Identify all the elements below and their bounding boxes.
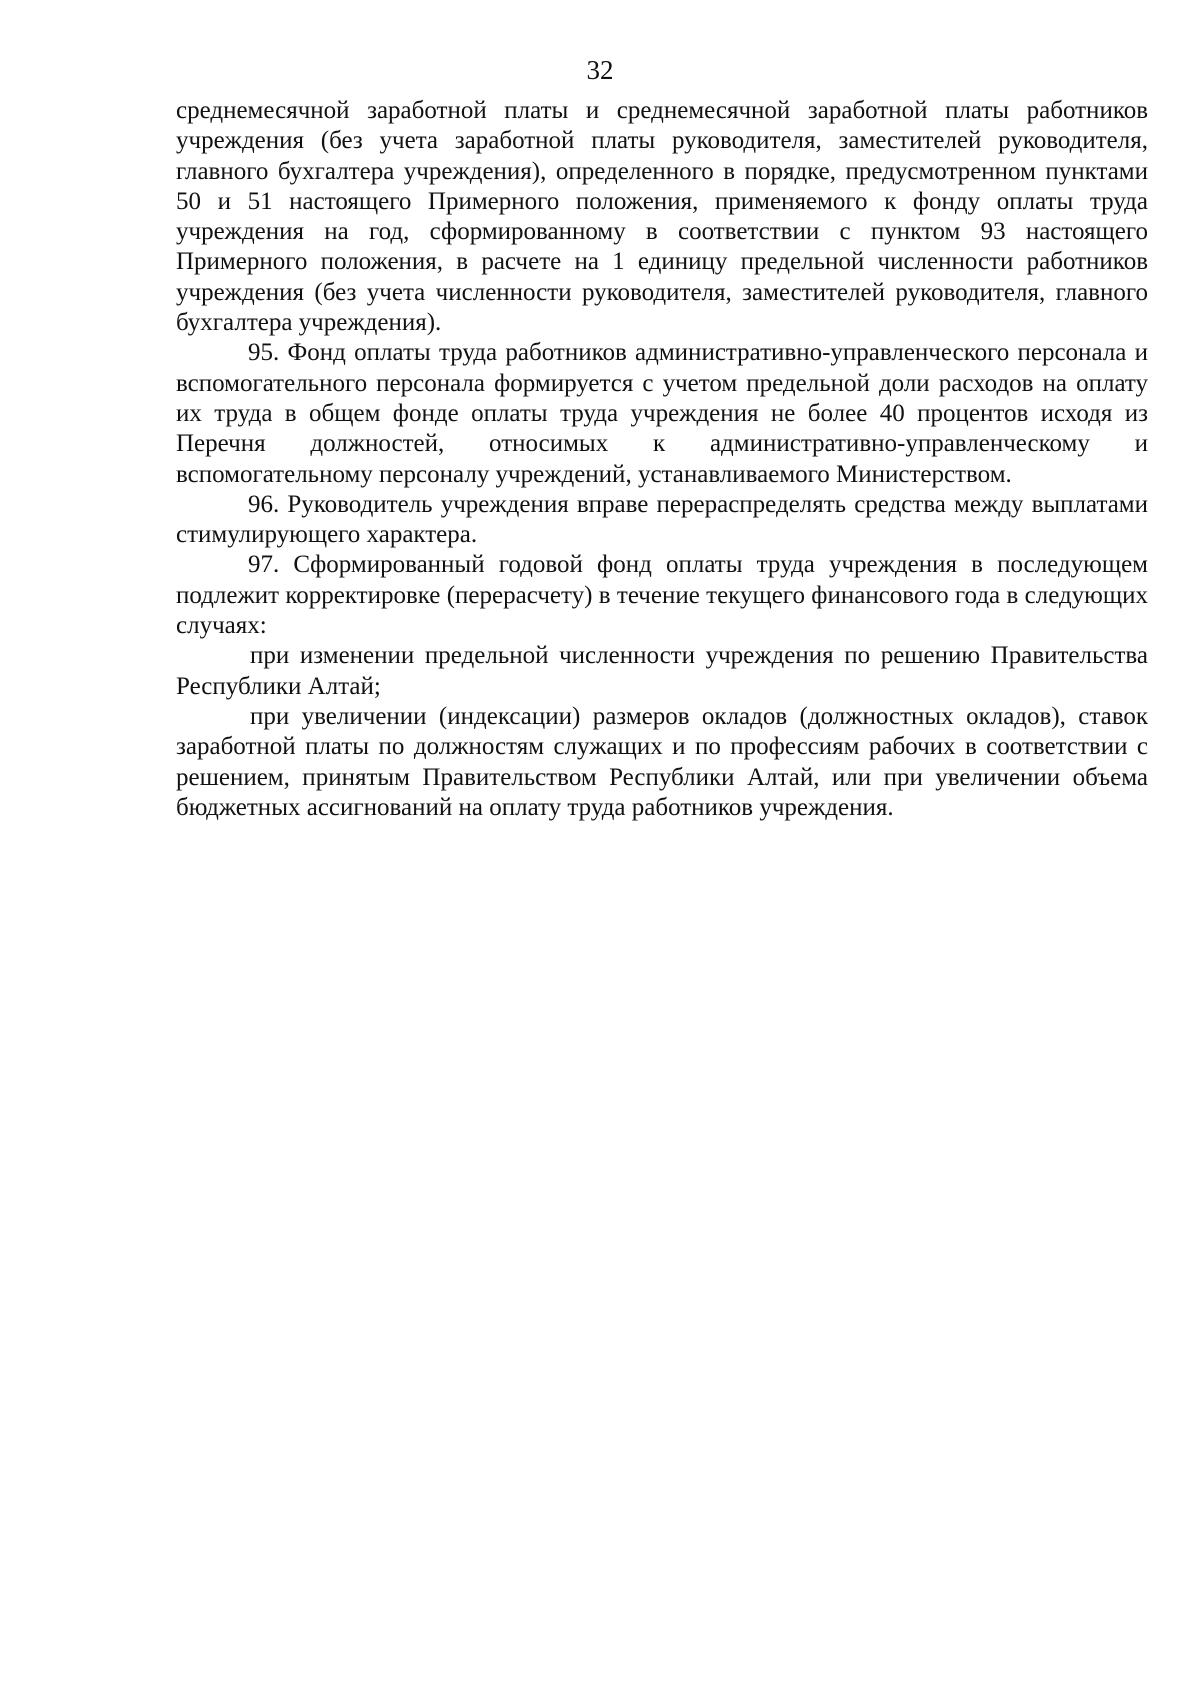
paragraph-97: 97. Сформированный годовой фонд оплаты труда учреждения в последующем подлежит корректировке (перерасчету) в течение текущего финансового года в следующих случаях: (176, 551, 1148, 640)
paragraph-case-headcount: при изменении предельной численности учреждения по решению Правительства Республики Алтай; (176, 642, 1148, 700)
document-body (176, 96, 1148, 823)
paragraph-96: 96. Руководитель учреждения вправе перераспределять средства между выплатами стимулирующего характера. (176, 490, 1148, 549)
paragraph-95: 95. Фонд оплаты труда работников административно-управленческого персонала и вспомогательного персонала формируется с учетом предельной доли расходов на оплату их труда в общем фонде оплаты труда учреждения не более 40 процентов исходя из Перечня должностей, относимых к административно-управленческому и вспомогательному персоналу учреждений, устанавливаемого Министерством. (176, 339, 1148, 488)
paragraph-case-salary-indexation: при увеличении (индексации) размеров окладов (должностных окладов), ставок заработной платы по должностям служащих и по профессиям рабочих в соответствии с решением, принятым Правительством Республики Алтай, или при увеличении объема бюджетных ассигнований на оплату труда работников учреждения. (176, 702, 1148, 821)
paragraph-continuation: среднемесячной заработной платы и среднемесячной заработной платы работников учреждения (без учета заработной платы руководителя, заместителей руководителя, главного бухгалтера учреждения), определенного в порядке, предусмотренном пунктами 50 и 51 настоящего Примерного положения, применяемого к фонду оплаты труда учреждения на год, сформированному в соответствии с пунктом 93 настоящего Примерного положения, в расчете на 1 единицу предельной численности работников учреждения (без учета численности руководителя, заместителей руководителя, главного бухгалтера учреждения). (176, 97, 1148, 337)
page-number: 32 (586, 55, 614, 85)
